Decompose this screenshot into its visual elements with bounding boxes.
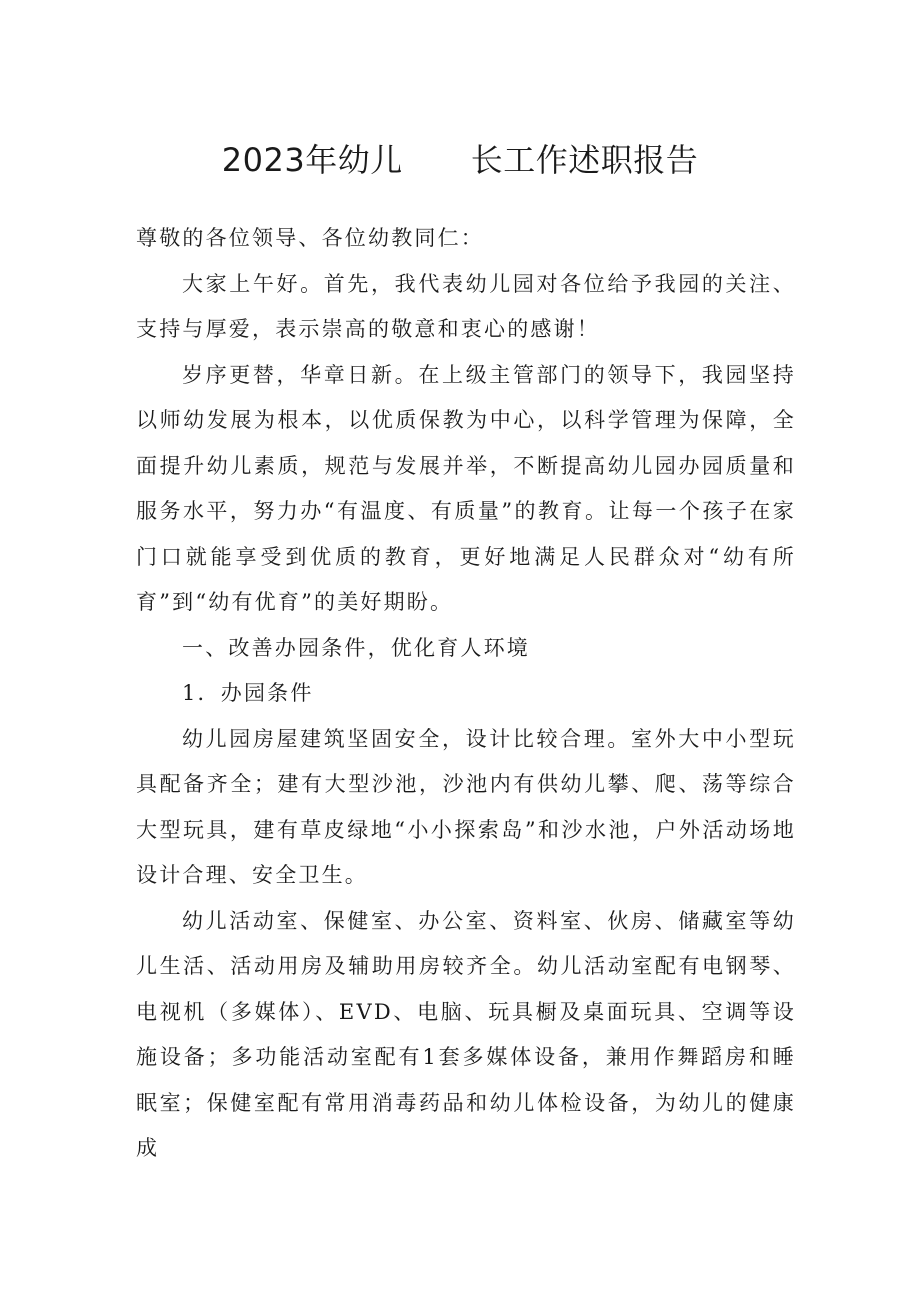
title-part-1: 2023年幼儿 xyxy=(221,141,403,179)
paragraph-intro: 岁序更替，华章日新。在上级主管部门的领导下，我园坚持以师幼发展为根本，以优质保教为中心，以科学管理为保障，全面提升幼儿素质，规范与发展并举，不断提高幼儿园办园质量和服务水平，努力办“有温度、有质量”的教育。让每一个孩子在家门口就能享受到优质的教育，更好地满足人民群众对“幼有所育”到“幼有优育”的美好期盼。 xyxy=(136,362,796,614)
subsection-heading-1-1: 1．办园条件 xyxy=(182,681,314,705)
paragraph-facilities-indoor: 幼儿活动室、保健室、办公室、资料室、伙房、储藏室等幼儿生活、活动用房及辅助用房较齐全。幼儿活动室配有电钢琴、电视机（多媒体）、EVD、电脑、玩具橱及桌面玩具、空调等设施设备；多功能活动室配有1套多媒体设备，兼用作舞蹈房和睡眠室；保健室配有常用消毒药品和幼儿体检设备，为幼儿的健康成 xyxy=(136,908,796,1160)
paragraph-facilities-outdoor: 幼儿园房屋建筑坚固安全，设计比较合理。室外大中小型玩具配备齐全；建有大型沙池，沙池内有供幼儿攀、爬、荡等综合大型玩具，建有草皮绿地“小小探索岛”和沙水池，户外活动场地设计合理、安全卫生。 xyxy=(136,726,796,887)
section-heading-1: 一、改善办园条件，优化育人环境 xyxy=(182,635,530,660)
paragraph-greeting: 大家上午好。首先，我代表幼儿园对各位给予我园的关注、支持与厚爱，表示崇高的敬意和衷心的感谢！ xyxy=(136,271,796,341)
salutation: 尊敬的各位领导、各位幼教同仁： xyxy=(136,226,484,250)
document-title xyxy=(0,132,920,188)
title-part-2: 长工作述职报告 xyxy=(470,141,699,179)
document-body xyxy=(136,216,796,1172)
